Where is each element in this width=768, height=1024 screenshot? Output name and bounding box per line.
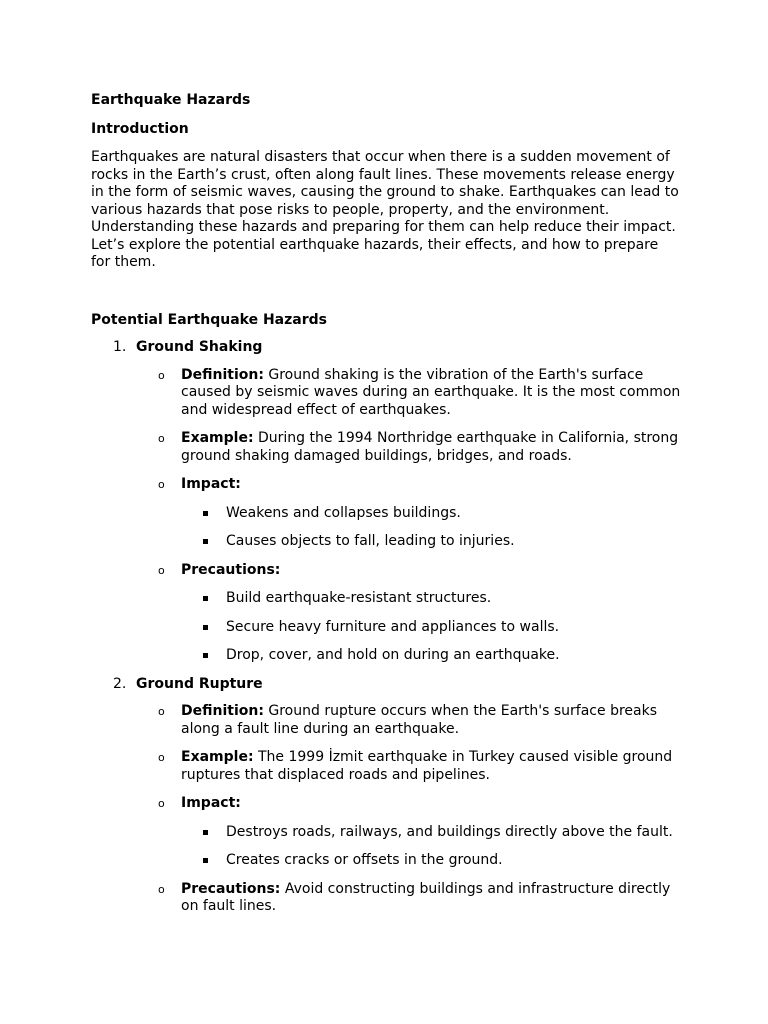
definition-text: Ground rupture occurs when the Earth's surface breaks along a fault line during an earthquake.: [181, 703, 657, 737]
hazard-item-ground-rupture: [91, 676, 681, 916]
square-bullet-icon: [203, 625, 208, 630]
impact-label: Impact:: [181, 795, 241, 811]
list-number: 2.: [113, 675, 127, 692]
section-heading: Potential Earthquake Hazards: [91, 311, 327, 328]
hazard-name: Ground Rupture: [136, 675, 263, 692]
hazard-item-ground-shaking: [91, 339, 681, 665]
list-item: [181, 852, 681, 870]
document-body: [91, 92, 681, 927]
precautions-text: Avoid constructing buildings and infrastructure directly on fault lines.: [181, 880, 671, 914]
list-number: 1.: [113, 339, 127, 355]
document-title: Earthquake Hazards: [91, 92, 251, 108]
list-item: [181, 533, 681, 551]
circle-bullet-icon: o: [158, 797, 165, 810]
square-bullet-icon: [203, 830, 208, 835]
impact-item: [136, 795, 681, 870]
impact-text: Weakens and collapses buildings.: [226, 504, 461, 521]
square-bullet-icon: [203, 596, 208, 601]
circle-bullet-icon: o: [158, 478, 165, 491]
list-item: [181, 505, 681, 523]
square-bullet-icon: [203, 539, 208, 544]
impact-list: [181, 824, 681, 870]
circle-bullet-icon: o: [158, 705, 165, 718]
precautions-label: Precautions:: [181, 880, 281, 897]
hazard-name: Ground Shaking: [136, 339, 263, 355]
hazard-details: [136, 367, 681, 665]
definition-text: Ground shaking is the vibration of the Earth's surface caused by seismic waves during an earthquake. It is the most common and widespread effect of earthquakes.: [181, 366, 681, 418]
definition-label: Definition:: [181, 366, 264, 383]
impact-item: [136, 476, 681, 551]
square-bullet-icon: [203, 511, 208, 516]
precaution-text: Secure heavy furniture and appliances to walls.: [226, 618, 560, 635]
definition-label: Definition:: [181, 703, 264, 719]
impact-label: Impact:: [181, 476, 241, 492]
definition-item: [136, 703, 681, 738]
impact-list: [181, 505, 681, 551]
example-item: [136, 430, 681, 465]
circle-bullet-icon: o: [158, 368, 165, 382]
hazard-list: [91, 339, 681, 916]
example-text: During the 1994 Northridge earthquake in California, strong ground shaking damaged buildings, bridges, and roads.: [181, 430, 679, 464]
intro-heading: Introduction: [91, 120, 189, 137]
impact-text: Creates cracks or offsets in the ground.: [226, 852, 503, 868]
example-text: The 1999 İzmit earthquake in Turkey caused visible ground ruptures that displaced roads and pipelines.: [181, 749, 673, 783]
impact-text: Destroys roads, railways, and buildings directly above the fault.: [226, 823, 673, 840]
precaution-text: Build earthquake-resistant structures.: [226, 590, 492, 606]
list-item: [181, 619, 681, 637]
list-item: [181, 647, 681, 665]
hazard-details: [136, 703, 681, 916]
list-item: [181, 824, 681, 842]
precautions-list: [181, 590, 681, 665]
circle-bullet-icon: o: [158, 882, 165, 896]
square-bullet-icon: [203, 858, 208, 863]
circle-bullet-icon: o: [158, 432, 165, 445]
definition-item: [136, 367, 681, 420]
impact-text: Causes objects to fall, leading to injuries.: [226, 533, 515, 549]
precautions-label: Precautions:: [181, 561, 281, 578]
precautions-item: [136, 562, 681, 665]
example-item: [136, 749, 681, 784]
circle-bullet-icon: o: [158, 751, 165, 764]
list-item: [181, 590, 681, 608]
example-label: Example:: [181, 749, 254, 765]
intro-paragraph: Earthquakes are natural disasters that occur when there is a sudden movement of rocks in the Earth’s crust, often along fault lines. These movements release energy in the form of seismic waves, causing the ground to shake. Earthquakes can lead to various hazards that pose risks to people, property, and the environment. Understanding these hazards and preparing for them can help reduce their impact. Let’s explore the potential earthquake hazards, their effects, and how to prepare for them.: [91, 149, 679, 270]
example-label: Example:: [181, 430, 254, 446]
circle-bullet-icon: o: [158, 563, 165, 577]
precaution-text: Drop, cover, and hold on during an earthquake.: [226, 647, 560, 663]
precautions-item: [136, 881, 681, 916]
square-bullet-icon: [203, 653, 208, 658]
